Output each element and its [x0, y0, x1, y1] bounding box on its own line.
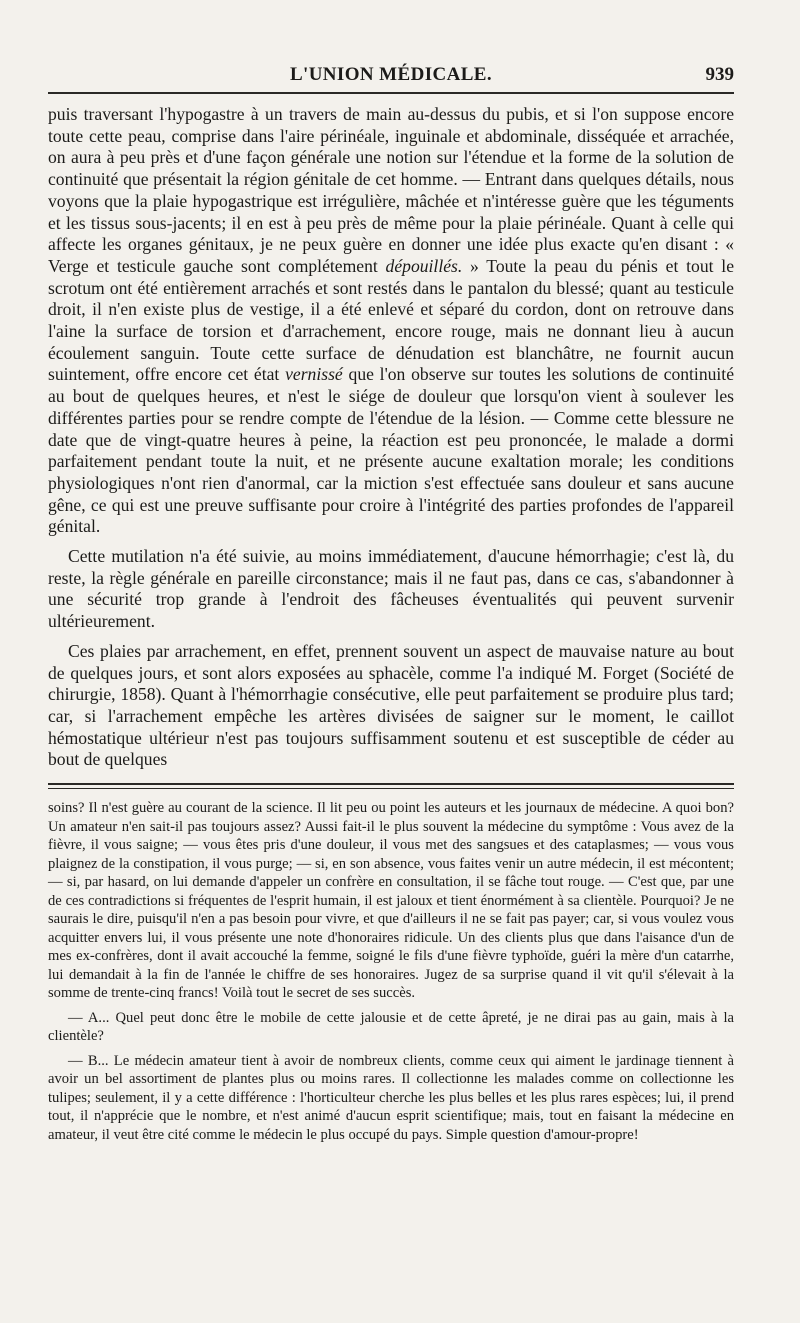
article-paragraph-1: puis traversant l'hypogastre à un travers de main au-dessus du pubis, et si l'on suppose encore toute cette peau, comprise dans l'aire périnéale, inguinale et abdominale, disséquée et arrachée, on aura à peu près et d'une façon générale une notion sur l'étendue et la forme de la solution de continuité que présentait la région génitale de cet homme. — Entrant dans quelques détails, nous voyons que la plaie hypogastrique est irrégulière, mâchée et n'intéresse guère que les téguments et les tissus sous-jacents; il en est à peu près de même pour la plaie périnéale. Quant à celle qui affecte les organes génitaux, je ne peux guère en donner une idée plus exacte qu'en disant : « Verge et testicule gauche sont complétement dépouillés. » Toute la peau du pénis et tout le scrotum ont été entièrement arrachés et sont restés dans le pantalon du blessé; quant au testicule droit, il n'en existe plus de vestige, il a été enlevé et séparé du cordon, dont on retrouve dans l'aine la surface de torsion et d'arrachement, encore rouge, mais ne donnant lieu à aucun écoulement sanguin. Toute cette surface de dénudation est blanchâtre, ne fournit aucun suintement, offre encore cet état vernissé que l'on observe sur toutes les solutions de continuité au bout de quelques heures, et n'est le siége de douleur que lorsqu'on vient à soulever les différentes parties pour se rendre compte de l'étendue de la lésion. — Comme cette blessure ne date que de vingt-quatre heures à peine, la réaction est peu prononcée, le malade a dormi parfaitement pendant toute la nuit, et ne présente aucune exaltation morale; les conditions physiologiques n'ont rien d'anormal, car la miction s'est effectuée sans douleur et sans aucune gêne, ce qui est une preuve suffisante pour croire à l'intégrité des parties profondes de l'appareil génital.	[48, 104, 735, 537]
page	[48, 58, 734, 1144]
feuilleton-paragraph-2: — A... Quel peut donc être le mobile de cette jalousie et de cette âpreté, je ne dirai pas au gain, mais à la clientèle?	[48, 1009, 734, 1045]
feuilleton-divider	[48, 783, 734, 789]
article-paragraph-2: Cette mutilation n'a été suivie, au moins immédiatement, d'aucune hémorrhagie; c'est là, du reste, la règle générale en pareille circonstance; mais il ne faut pas, dans ce cas, s'abandonner à une sécurité trop grande à l'endroit des fâcheuses éventualités qui peuvent survenir ultérieurement.	[48, 546, 734, 632]
feuilleton-paragraph-1: soins? Il n'est guère au courant de la science. Il lit peu ou point les auteurs et les journaux de médecine. A quoi bon? Un amateur n'en sait-il pas toujours assez? Aussi fait-il le plus souvent la médecine du symptôme : Vous avez de la fièvre, il vous saigne; — vous êtes pris d'une douleur, il vous met des sangsues et des cataplasmes; — vous vous plaignez de la constipation, il vous purge; — si, en son absence, vous faites venir un autre médecin, il est mécontent; — si, par hasard, on lui demande d'appeler un confrère en consultation, il se fâche tout rouge. — C'est que, par une de ces contradictions si fréquentes de l'esprit humain, il est jaloux et tient énormément à sa clientèle. Pourquoi? Je ne saurais le dire, puisqu'il n'en a pas besoin pour vivre, et que d'ailleurs il ne se fait pas payer; car, si vous voulez vous acquitter envers lui, il vous présente une note d'honoraires ridicule. Un des clients plus que dans l'aisance d'un de mes ex-confrères, dont il avait accouché la femme, soigné le fils d'une fièvre typhoïde, guéri la mère d'un catarrhe, lui demandait à la fin de l'année le chiffre de ses honoraires. Jugez de sa surprise quand il vit qu'il s'élevait à la somme de trente-cinq francs! Voilà tout le secret de ses succès.	[48, 800, 734, 1002]
article-paragraph-3: Ces plaies par arrachement, en effet, prennent souvent un aspect de mauvaise nature au bout de quelques jours, et sont alors exposées au sphacèle, comme l'a indiqué M. Forget (Société de chirurgie, 1858). Quant à l'hémorrhagie consécutive, elle peut parfaitement se produire plus tard; car, si l'arrachement empêche les artères divisées de saigner sur le moment, le caillot hémostatique ultérieur n'est pas toujours suffisamment soutenu et est susceptible de céder au bout de quelques	[48, 640, 734, 770]
page-number: 939	[705, 64, 734, 85]
feuilleton-paragraph-3: — B... Le médecin amateur tient à avoir de nombreux clients, comme ceux qui aiment le jardinage tiennent à avoir un bel assortiment de plantes plus ou moins rares. Il collectionne les malades comme on collectionne les tulipes; seulement, il y a cette différence : l'horticulteur cherche les plus belles et les plus rares espèces; lui, il prend tout, il n'apprécie que le nombre, et n'est animé d'aucun esprit scientifique; mais, tout en faisant la médecine en amateur, il veut être cité comme le médecin le plus occupé du pays. Simple question d'amour-propre!	[48, 1052, 734, 1143]
feuilleton	[48, 799, 734, 1144]
journal-title: L'UNION MÉDICALE.	[289, 64, 493, 85]
emphasis-depouilles: dépouillés.	[385, 255, 463, 276]
article-body	[48, 104, 734, 771]
emphasis-vernisse: vernissé	[285, 364, 343, 385]
running-header	[48, 58, 734, 94]
